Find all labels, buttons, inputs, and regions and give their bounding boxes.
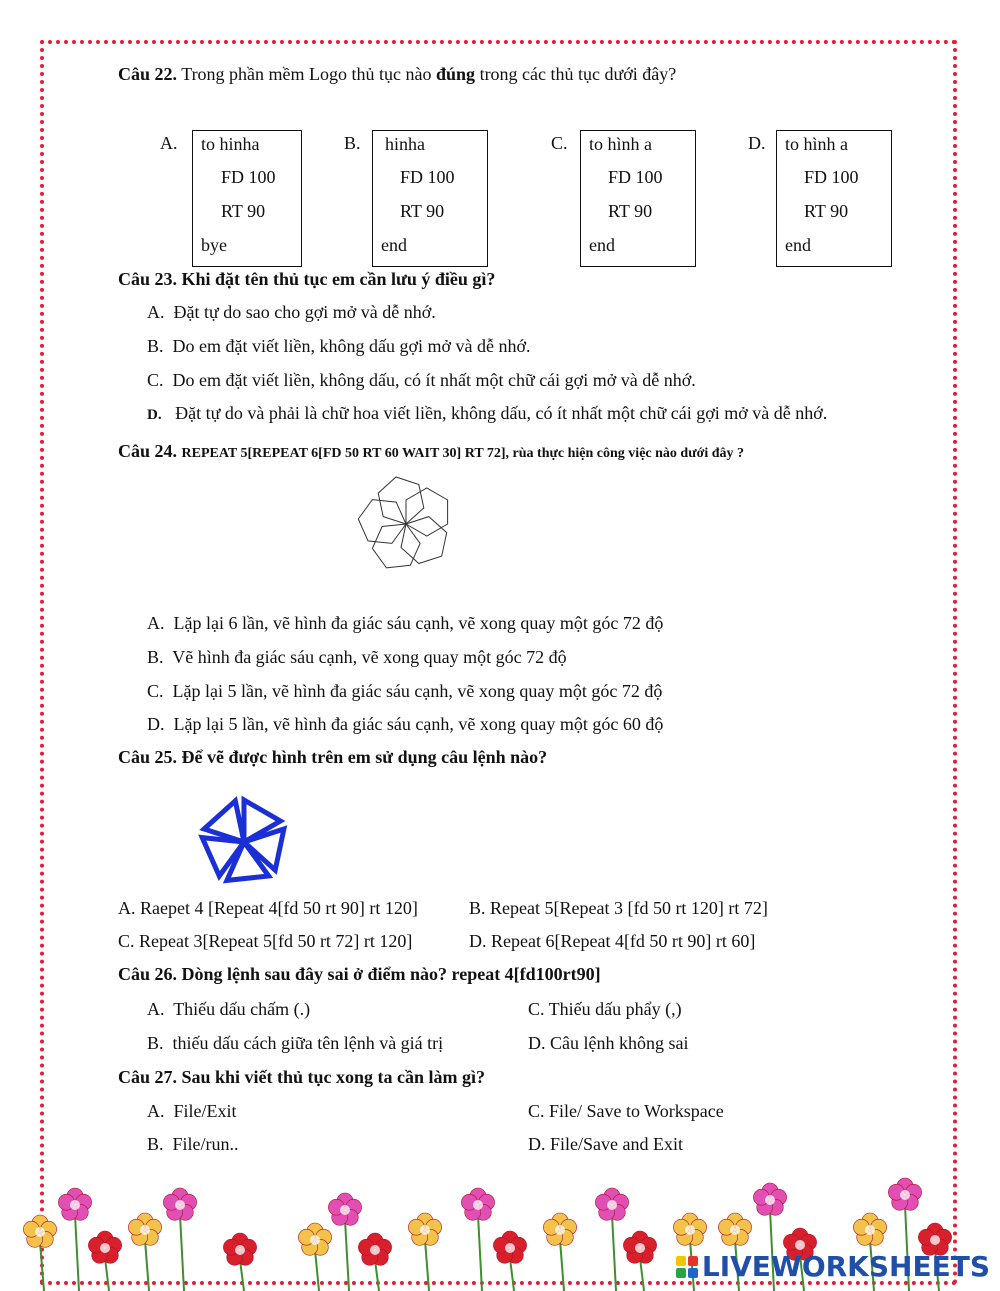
q26-option-a[interactable]: A. Thiếu dấu chấm (.) (147, 999, 311, 1019)
blue-triangle-rosette-figure (192, 790, 296, 890)
q27-option-d[interactable]: D. File/Save and Exit (528, 1134, 683, 1154)
q22-option-b-box[interactable]: hinha FD 100 RT 90 end (372, 130, 488, 267)
flower-center (607, 1200, 617, 1210)
liveworksheets-logo (676, 1250, 990, 1283)
flower-stem (40, 1242, 44, 1291)
flower-stem (315, 1250, 319, 1291)
flower-stem (145, 1240, 149, 1291)
flower-stem (478, 1215, 482, 1291)
hexagon-outline (406, 488, 448, 536)
hexagon-rosette-figure (348, 472, 464, 576)
flower-center (635, 1243, 645, 1253)
q22-option-a-box[interactable]: to hinha FD 100 RT 90 bye (192, 130, 302, 267)
q22-option-c-box[interactable]: to hình a FD 100 RT 90 end (580, 130, 696, 267)
q24-question: Câu 24. REPEAT 5[REPEAT 6[FD 50 RT 60 WAIT 30] RT 72], rùa thực hiện công việc nào dưới đây ? (118, 441, 745, 461)
flower-center (175, 1200, 185, 1210)
flower-center (795, 1240, 805, 1250)
flower-center (473, 1200, 483, 1210)
q27-option-c[interactable]: C. File/ Save to Workspace (528, 1101, 724, 1121)
brand-text: LIVEWORKSHEETS (701, 1250, 990, 1283)
q26-option-b[interactable]: B. thiếu dấu cách giữa tên lệnh và giá trị (147, 1033, 444, 1053)
q25-option-d[interactable]: D. Repeat 6[Repeat 4[fd 50 rt 90] rt 60] (469, 931, 756, 951)
q22-number: Câu 22. (118, 64, 178, 84)
flower-center (900, 1190, 910, 1200)
flower-stem (425, 1240, 429, 1291)
flower-center (930, 1235, 940, 1245)
hexagon-outline (401, 517, 447, 564)
flower-stem (560, 1240, 564, 1291)
q26-option-d[interactable]: D. Câu lệnh không sai (528, 1033, 689, 1053)
q24-option-b[interactable]: B. Vẽ hình đa giác sáu cạnh, vẽ xong quay một góc 72 độ (147, 647, 567, 667)
q22-option-d-box[interactable]: to hình a FD 100 RT 90 end (776, 130, 892, 267)
flower-center (685, 1225, 695, 1235)
q27-option-a[interactable]: A. File/Exit (147, 1101, 237, 1121)
q23-option-b[interactable]: B. Do em đặt viết liền, không dấu gợi mở và dễ nhớ. (147, 336, 531, 356)
q27-option-b[interactable]: B. File/run.. (147, 1134, 239, 1154)
q22-option-c-letter: C. (551, 133, 568, 153)
flower-center (310, 1235, 320, 1245)
hexagon-outline (372, 524, 420, 568)
q25-option-a[interactable]: A. Raepet 4 [Repeat 4[fd 50 rt 90] rt 120] (118, 898, 418, 918)
q22-option-d-letter: D. (748, 133, 766, 153)
q22-option-a-letter: A. (160, 133, 178, 153)
logo-icon (676, 1256, 698, 1278)
q25-option-c[interactable]: C. Repeat 3[Repeat 5[fd 50 rt 72] rt 120] (118, 931, 413, 951)
flower-center (765, 1195, 775, 1205)
q24-option-d[interactable]: D. Lặp lại 5 lần, vẽ hình đa giác sáu cạnh, vẽ xong quay một góc 60 độ (147, 714, 664, 734)
flower-center (140, 1225, 150, 1235)
flower-center (420, 1225, 430, 1235)
q25-question: Câu 25. Để vẽ được hình trên em sử dụng câu lệnh nào? (118, 747, 548, 767)
flower-center (730, 1225, 740, 1235)
q22-option-b-letter: B. (344, 133, 361, 153)
q23-option-c[interactable]: C. Do em đặt viết liền, không dấu, có ít nhất một chữ cái gợi mở và dễ nhớ. (147, 370, 696, 390)
triangle-outline (204, 801, 244, 842)
flower-center (340, 1205, 350, 1215)
q23-option-a[interactable]: A. Đặt tự do sao cho gợi mở và dễ nhớ. (147, 302, 436, 322)
flower-stem (75, 1215, 79, 1291)
flower-center (35, 1227, 45, 1237)
flower-center (505, 1243, 515, 1253)
q26-question: Câu 26. Dòng lệnh sau đây sai ở điểm nào? repeat 4[fd100rt90] (118, 964, 601, 984)
flower-center (70, 1200, 80, 1210)
q22-question: Câu 22. Trong phần mềm Logo thủ tục nào đúng trong các thủ tục dưới đây? (118, 64, 677, 84)
flower-center (865, 1225, 875, 1235)
q23-option-d[interactable]: D. Đặt tự do và phải là chữ hoa viết liền, không dấu, có ít nhất một chữ cái gợi mở và dễ nhớ. (147, 403, 828, 423)
flower-center (555, 1225, 565, 1235)
q24-option-a[interactable]: A. Lặp lại 6 lần, vẽ hình đa giác sáu cạnh, vẽ xong quay một góc 72 độ (147, 613, 664, 633)
flower-stem (612, 1215, 616, 1291)
flower-center (100, 1243, 110, 1253)
flower-center (370, 1245, 380, 1255)
q24-option-c[interactable]: C. Lặp lại 5 lần, vẽ hình đa giác sáu cạnh, vẽ xong quay một góc 72 độ (147, 681, 663, 701)
flower-stem (180, 1215, 184, 1291)
q27-question: Câu 27. Sau khi viết thủ tục xong ta cần làm gì? (118, 1067, 486, 1087)
flower-stem (345, 1220, 349, 1291)
q26-option-c[interactable]: C. Thiếu dấu phẩy (,) (528, 999, 682, 1019)
q25-option-b[interactable]: B. Repeat 5[Repeat 3 [fd 50 rt 120] rt 72] (469, 898, 768, 918)
q23-question: Câu 23. Khi đặt tên thủ tục em cần lưu ý điều gì? (118, 269, 496, 289)
flower-center (235, 1245, 245, 1255)
